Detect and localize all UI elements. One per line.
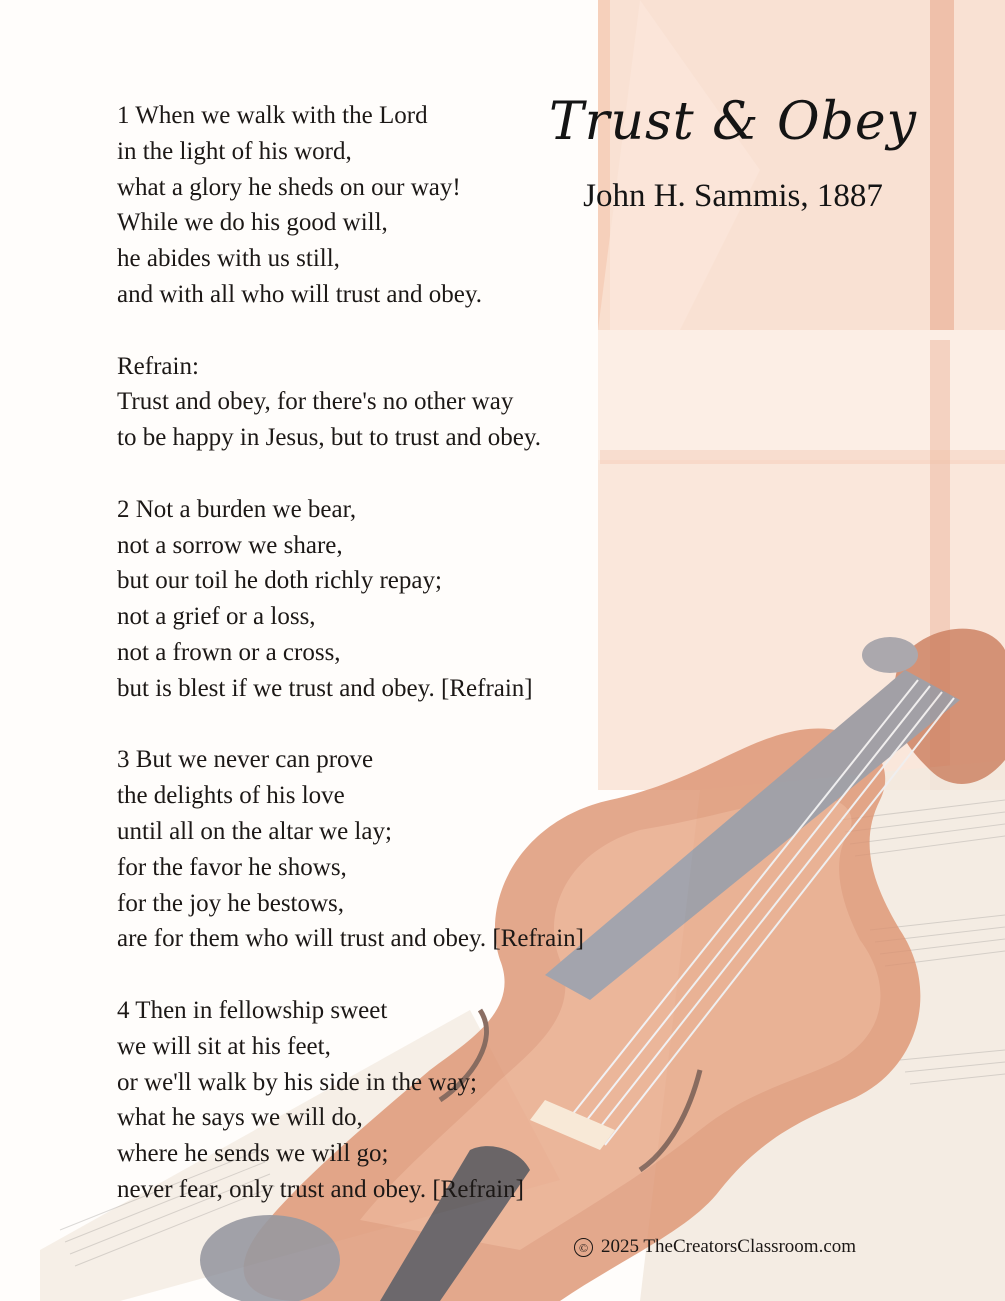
stanza-2	[117, 492, 584, 707]
lyric-line: and with all who will trust and obey.	[117, 280, 482, 308]
lyric-line: what a glory he sheds on our way!	[117, 173, 461, 201]
stanza-3	[117, 742, 584, 957]
lyric-line: 1 When we walk with the Lord	[117, 102, 428, 129]
lyric-line: or we'll walk by his side in the way;	[117, 1068, 477, 1096]
refrain	[117, 349, 584, 456]
lyric-line: 2 Not a burden we bear,	[117, 495, 357, 523]
lyric-line: While we do his good will,	[117, 209, 388, 237]
lyric-line: for the favor he shows,	[117, 853, 347, 881]
stanza-1	[117, 98, 584, 313]
lyrics	[117, 98, 584, 1244]
lyric-line: are for them who will trust and obey. [Refrain]	[117, 925, 584, 953]
lyric-line: not a sorrow we share,	[117, 531, 343, 559]
lyric-line: where he sends we will go;	[117, 1140, 389, 1168]
lyric-line: not a grief or a loss,	[117, 603, 316, 631]
copyright-icon: ©	[574, 1238, 593, 1257]
copyright-footer	[574, 1236, 856, 1258]
lyric-line: in the light of his word,	[117, 137, 352, 165]
refrain-heading: Refrain:	[117, 352, 199, 380]
copyright-text: 2025 TheCreatorsClassroom.com	[601, 1236, 857, 1257]
lyric-line: but our toil he doth richly repay;	[117, 567, 442, 595]
author-credit: John H. Sammis, 1887	[583, 178, 883, 214]
lyric-line: not a frown or a cross,	[117, 638, 341, 666]
lyric-line: what he says we will do,	[117, 1104, 363, 1132]
lyric-line: to be happy in Jesus, but to trust and obey.	[117, 424, 542, 452]
stanza-4	[117, 993, 584, 1208]
lyric-line: never fear, only trust and obey. [Refrain]	[117, 1175, 524, 1203]
lyric-line: but is blest if we trust and obey. [Refrain]	[117, 674, 533, 702]
lyric-line: the delights of his love	[117, 782, 345, 810]
lyric-line: Trust and obey, for there's no other way	[117, 388, 514, 416]
song-title: Trust & Obey	[548, 92, 918, 152]
lyric-line: for the joy he bestows,	[117, 889, 345, 917]
lyric-line: until all on the altar we lay;	[117, 817, 392, 845]
lyric-line: we will sit at his feet,	[117, 1032, 331, 1060]
lyric-line: 4 Then in fellowship sweet	[117, 996, 388, 1024]
lyric-line: he abides with us still,	[117, 245, 340, 273]
lyric-line: 3 But we never can prove	[117, 746, 374, 774]
